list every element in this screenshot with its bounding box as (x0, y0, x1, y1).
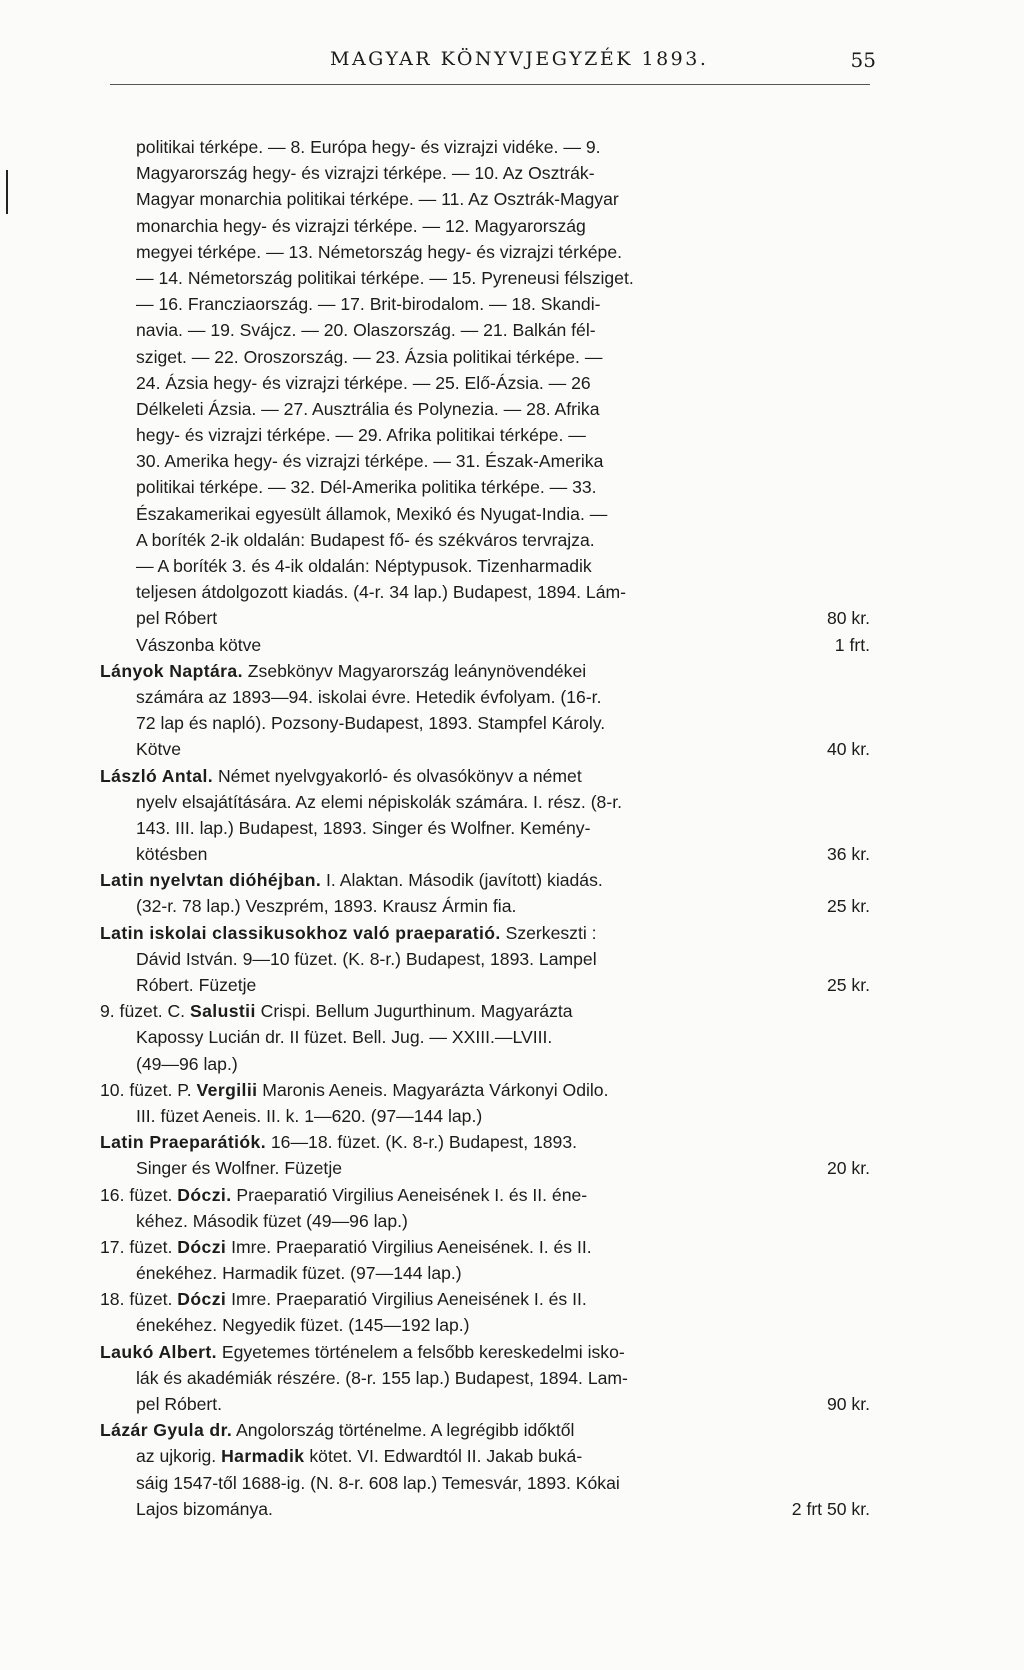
entry-text-segment: — 16. Francziaország. — 17. Brit-birodalom. — 18. Skandi- (136, 294, 601, 315)
entry-text-segment: lák és akadémiák részére. (8-r. 155 lap.) Budapest, 1894. Lam- (136, 1367, 628, 1388)
text-line (100, 893, 870, 919)
text-line (100, 134, 870, 160)
entry-text-segment: teljesen átdolgozott kiadás. (4-r. 34 lap.) Budapest, 1894. Lám- (136, 582, 626, 603)
entry-text-segment: — 14. Németország politikai térképe. — 15. Pyreneusi félsziget. (136, 267, 634, 288)
text-line (100, 553, 870, 579)
entry-text-segment: 143. III. lap.) Budapest, 1893. Singer és Wolfner. Kemény- (136, 817, 591, 838)
entry-text-segment: Dávid István. 9—10 füzet. (K. 8-r.) Budapest, 1893. Lampel (136, 948, 597, 969)
text-line (100, 710, 870, 736)
entry-text (136, 972, 256, 998)
entry-text-segment: Maronis Aeneis. Magyarázta Várkonyi Odilo. (257, 1079, 609, 1100)
entry-text (136, 1155, 342, 1181)
entry-text-segment: politikai térképe. — 32. Dél-Amerika politika térképe. — 33. (136, 477, 597, 498)
entry-text-segment: politikai térképe. — 8. Európa hegy- és vizrajzi vidéke. — 9. (136, 137, 601, 157)
text-line (100, 605, 870, 631)
entry-heading: Latin nyelvtan dióhéjban. (100, 870, 322, 891)
entry-text-segment: sziget. — 22. Oroszország. — 23. Ázsia politikai térképe. — (136, 346, 603, 367)
text-line (100, 763, 870, 789)
entry-text-segment: navia. — 19. Svájcz. — 20. Olaszország. — 21. Balkán fél- (136, 320, 596, 341)
entry-text-segment: Német nyelvgyakorló- és olvasókönyv a német (213, 765, 582, 786)
entry-text-segment: 16—18. füzet. (K. 8-r.) Budapest, 1893. (266, 1132, 578, 1153)
entry-text-segment: (49—96 lap.) (136, 1053, 238, 1074)
text-line (100, 186, 870, 212)
entry-text (136, 736, 181, 762)
entry-text-segment: Magyarország hegy- és vizrajzi térképe. — 10. Az Osztrák- (136, 163, 595, 184)
entry-text-segment: 24. Ázsia hegy- és vizrajzi térképe. — 25. Elő-Ázsia. — 26 (136, 372, 591, 393)
text-line (100, 213, 870, 239)
price: 25 kr. (826, 975, 870, 995)
header-rule (110, 84, 870, 85)
entry-text-segment: 16. füzet. (100, 1184, 178, 1205)
entry-text-segment: Kötve (136, 739, 181, 760)
entry-heading: László Antal. (100, 765, 214, 786)
price: 20 kr. (826, 1158, 870, 1179)
entry-text (136, 893, 516, 919)
text-line (100, 1470, 870, 1496)
text-line (100, 317, 870, 343)
entry-text-segment: Singer és Wolfner. Füzetje (136, 1158, 343, 1179)
price: 2 frt 50 kr. (791, 1498, 870, 1519)
text-line (100, 1051, 870, 1077)
entry-text-segment: 17. füzet. (100, 1236, 178, 1257)
entry-heading: Latin Praeparátiók. (100, 1132, 266, 1153)
entry-text-segment: III. füzet Aeneis. II. k. 1—620. (97—144 lap.) (136, 1105, 483, 1126)
entry-text-segment: pel Róbert. (136, 1394, 223, 1414)
entry-text-segment: 30. Amerika hegy- és vizrajzi térképe. — 31. Észak-Amerika (136, 451, 604, 472)
entry-heading-inline: Dóczi (177, 1289, 227, 1310)
entry-heading-inline: Dóczi (177, 1236, 227, 1257)
entry-text-segment: Róbert. Füzetje (136, 975, 257, 995)
entry-text-segment: énekéhez. Harmadik füzet. (97—144 lap.) (136, 1263, 462, 1284)
entry-text-segment: 10. füzet. P. (100, 1079, 197, 1100)
entry-heading-inline: Dóczi. (177, 1184, 232, 1205)
text-line (100, 1391, 870, 1417)
text-line (100, 1024, 870, 1050)
price: 40 kr. (826, 739, 870, 760)
entry-heading-inline: Salustii (189, 1001, 256, 1022)
text-line (100, 1155, 870, 1181)
entry-text-segment: 18. füzet. (100, 1289, 178, 1310)
text-line (100, 867, 870, 893)
text-line (100, 1234, 870, 1260)
text-line (100, 1417, 870, 1443)
price: 36 kr. (826, 844, 870, 865)
entry-text-segment: A boríték 2-ik oldalán: Budapest fő- és székváros tervrajza. (136, 529, 595, 550)
price: 90 kr. (826, 1394, 870, 1414)
entry-text-segment: Szerkeszti : (500, 922, 597, 943)
text-line (100, 1208, 870, 1234)
entry-text-segment: Lajos bizománya. (136, 1498, 273, 1519)
page-header (330, 48, 876, 76)
price: 80 kr. (826, 608, 870, 629)
text-line (100, 265, 870, 291)
text-line (100, 736, 870, 762)
text-line (100, 1129, 870, 1155)
text-line (100, 632, 870, 658)
entry-text-segment: megyei térképe. — 13. Németország hegy- és vizrajzi térképe. (136, 241, 622, 262)
text-line (100, 396, 870, 422)
text-line (100, 1182, 870, 1208)
entry-text-segment: Praeparatió Virgilius Aeneisének I. és II. éne- (231, 1184, 588, 1205)
entry-text-segment: — A boríték 3. és 4-ik oldalán: Néptypusok. Tizenharmadik (136, 556, 592, 576)
entry-text (136, 605, 217, 631)
text-line (100, 972, 870, 998)
text-line (100, 1443, 870, 1469)
entry-text-segment: számára az 1893—94. iskolai évre. Hetedik évfolyam. (16-r. (136, 686, 602, 707)
text-line (100, 815, 870, 841)
text-line (100, 501, 870, 527)
text-line (100, 789, 870, 815)
price: 1 frt. (834, 634, 870, 655)
entry-text-segment: kéhez. Második füzet (49—96 lap.) (136, 1210, 408, 1231)
entry-text-segment: 9. füzet. C. (100, 1001, 190, 1022)
entry-text-segment: Magyar monarchia politikai térképe. — 11. Az Osztrák-Magyar (136, 189, 619, 210)
entry-text-segment: Zsebkönyv Magyarország leánynövendékei (242, 660, 587, 681)
text-line (100, 160, 870, 186)
page-number: 55 (850, 48, 876, 72)
margin-mark (6, 170, 8, 214)
entry-text-segment: kötet. VI. Edwardtól II. Jakab buká- (304, 1446, 583, 1467)
entry-text (136, 841, 207, 867)
entry-heading: Latin iskolai classikusokhoz való praeparatió. (100, 922, 501, 943)
entry-text-segment: pel Róbert (136, 608, 218, 629)
entry-text-segment: I. Alaktan. Második (javított) kiadás. (321, 870, 603, 891)
text-line (100, 291, 870, 317)
entry-text-segment: hegy- és vizrajzi térképe. — 29. Afrika politikai térképe. — (136, 425, 586, 446)
text-line (100, 1260, 870, 1286)
entry-text-segment: énekéhez. Negyedik füzet. (145—192 lap.) (136, 1315, 470, 1336)
entry-text (136, 1496, 273, 1522)
entry-text-segment: Kapossy Lucián dr. II füzet. Bell. Jug. — XXIII.—LVIII. (136, 1027, 553, 1048)
text-line (100, 998, 870, 1024)
entry-heading-inline: Vergilii (196, 1079, 258, 1100)
entry-text-segment: Vászonba kötve (136, 634, 262, 655)
text-line (100, 1077, 870, 1103)
text-line (100, 920, 870, 946)
entry-text (136, 1391, 222, 1417)
running-title: MAGYAR KÖNYVJEGYZÉK 1893. (330, 48, 709, 70)
text-line (100, 422, 870, 448)
entry-text-segment: 72 lap és napló). Pozsony-Budapest, 1893. Stampfel Károly. (136, 713, 606, 734)
text-line (100, 579, 870, 605)
entry-text (136, 632, 261, 658)
text-line (100, 448, 870, 474)
entry-heading: Laukó Albert. (100, 1341, 217, 1362)
entry-text-segment: Crispi. Bellum Jugurthinum. Magyarázta (255, 1001, 573, 1022)
entry-text-segment: (32-r. 78 lap.) Veszprém, 1893. Krausz Ármin fia. (136, 896, 517, 917)
text-line (100, 946, 870, 972)
entry-text-segment: Egyetemes történelem a felsőbb kereskedelmi isko- (216, 1341, 625, 1362)
text-line (100, 527, 870, 553)
entry-heading: Lázár Gyula dr. (100, 1420, 233, 1441)
entry-text-segment: Északamerikai egyesült államok, Mexikó és Nyugat-India. — (136, 503, 608, 524)
text-line (100, 1103, 870, 1129)
text-line (100, 474, 870, 500)
catalog-entries (100, 134, 870, 1522)
text-line (100, 1496, 870, 1522)
entry-text-segment: sáig 1547-től 1688-ig. (N. 8-r. 608 lap.) Temesvár, 1893. Kókai (136, 1472, 620, 1493)
entry-text-segment: Délkeleti Ázsia. — 27. Ausztrália és Polynezia. — 28. Afrika (136, 398, 600, 419)
entry-text-segment: Imre. Praeparatió Virgilius Aeneisének. I. és II. (226, 1236, 592, 1257)
entry-text-segment: Imre. Praeparatió Virgilius Aeneisének I. és II. (226, 1289, 587, 1310)
entry-heading: Lányok Naptára. (100, 660, 243, 681)
price: 25 kr. (826, 896, 870, 917)
text-line (100, 684, 870, 710)
text-line (100, 370, 870, 396)
text-line (100, 1365, 870, 1391)
text-line (100, 1286, 870, 1312)
text-line (100, 344, 870, 370)
text-line (100, 1312, 870, 1338)
entry-heading-inline: Harmadik (221, 1446, 305, 1467)
text-line (100, 658, 870, 684)
text-line (100, 841, 870, 867)
entry-text-segment: Angolország történelme. A legrégibb időktől (232, 1420, 575, 1441)
text-line (100, 239, 870, 265)
text-line (100, 1339, 870, 1365)
entry-text-segment: az ujkorig. (136, 1446, 222, 1467)
entry-text-segment: kötésben (136, 844, 208, 865)
entry-text-segment: monarchia hegy- és vizrajzi térképe. — 12. Magyarország (136, 215, 586, 236)
entry-text-segment: nyelv elsajátítására. Az elemi népiskolák számára. I. rész. (8-r. (136, 791, 622, 812)
